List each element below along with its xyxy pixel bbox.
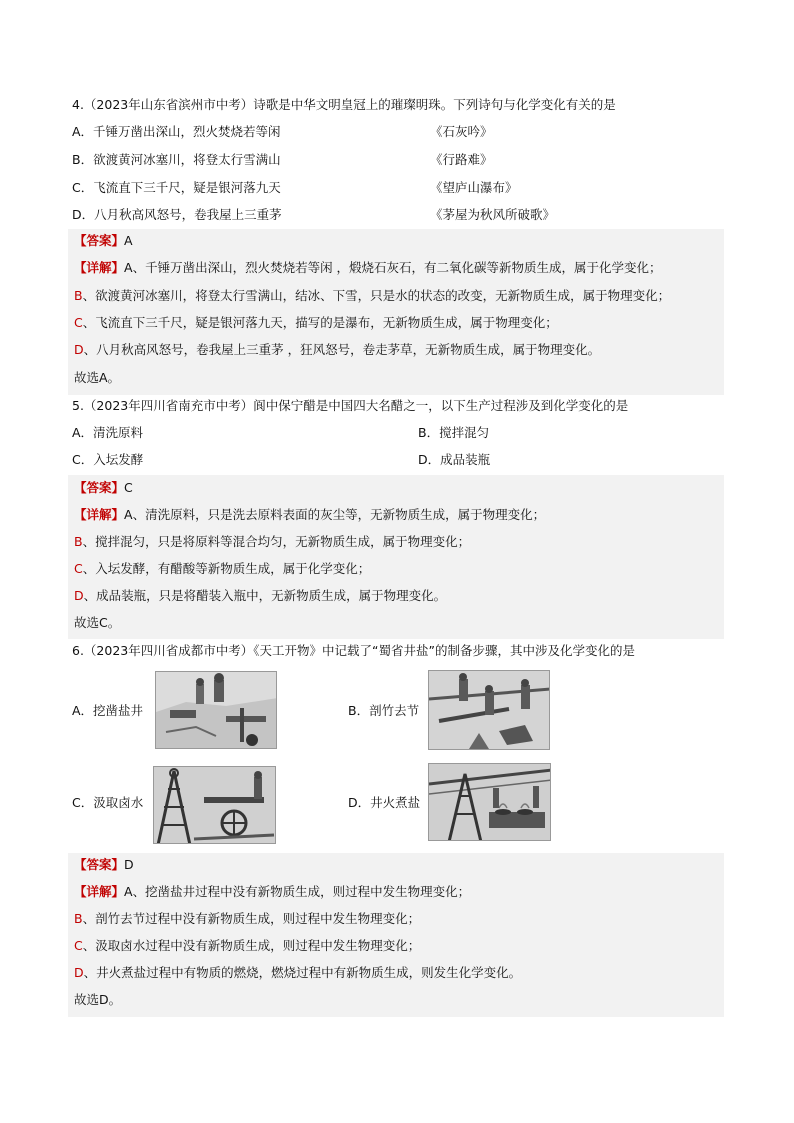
q4-option-c (72, 179, 518, 199)
q5-option-d: D．成品装瓶 (418, 452, 491, 467)
detail-tag: 【详解】 (74, 507, 125, 522)
detail-letter: A (124, 884, 133, 899)
q6-answer-block (68, 853, 724, 1017)
q4-option-d-text: D．八月秋高风怒号，卷我屋上三重茅 (72, 207, 282, 222)
q6-stem: 6.（2023年四川省成都市中考）《天工开物》中记载了“蜀省井盐”的制备步骤，其中涉及化学变化的是 (72, 643, 635, 658)
q4-option-b-poem: 《行路难》 (430, 152, 493, 167)
q5-options-row2 (72, 451, 491, 471)
detail-letter: A (124, 260, 133, 275)
q5-option-b: B．搅拌混匀 (418, 425, 490, 440)
detail-text: 、剖竹去节过程中没有新物质生成，则过程中发生物理变化； (82, 911, 421, 926)
q4-detail-d (74, 341, 600, 359)
q4-detail-a (74, 259, 662, 277)
q6-answer (74, 856, 134, 874)
q4-detail-b (74, 287, 670, 305)
q6-detail-a (74, 883, 470, 901)
q6-conclusion: 故选D。 (74, 992, 122, 1007)
answer-value: C (124, 480, 133, 495)
answer-tag: 【答案】 (74, 233, 125, 248)
q6-option-c: C．汲取卤水 (72, 795, 144, 810)
q5-answer (74, 479, 133, 497)
detail-letter: D (74, 965, 84, 980)
q4-option-d (72, 206, 556, 226)
detail-letter: B (74, 288, 83, 303)
q4-option-b (72, 151, 493, 171)
detail-letter: C (74, 315, 83, 330)
q6-detail-d (74, 964, 521, 982)
detail-text: 、井火煮盐过程中有物质的燃烧，燃烧过程中有新物质生成，则发生化学变化。 (83, 965, 522, 980)
q4-option-b-text: B．欲渡黄河冰塞川，将登太行雪满山 (72, 152, 281, 167)
detail-text: 、清洗原料，只是洗去原料表面的灰尘等，无新物质生成，属于物理变化； (132, 507, 546, 522)
q5-detail-a (74, 506, 545, 524)
detail-text: 、飞流直下三千尺，疑是银河落九天，描写的是瀑布，无新物质生成，属于物理变化； (82, 315, 558, 330)
q4-conclusion: 故选A。 (74, 370, 121, 385)
detail-letter: D (74, 342, 84, 357)
q5-stem: 5.（2023年四川省南充市中考）阆中保宁醋是中国四大名醋之一，以下生产过程涉及到化学变化的是 (72, 398, 629, 413)
q4-stem: 4.（2023年山东省滨州市中考）诗歌是中华文明皇冠上的璀璨明珠。下列诗句与化学变化有关的是 (72, 97, 616, 112)
q5-conclusion: 故选C。 (74, 615, 121, 630)
detail-text: 、汲取卤水过程中没有新物质生成，则过程中发生物理变化； (82, 938, 421, 953)
q5-options-row1 (72, 424, 490, 444)
q5-detail-b (74, 533, 470, 551)
detail-tag: 【详解】 (74, 884, 125, 899)
q6-option-a-illustration (155, 671, 277, 749)
q5-detail-d (74, 587, 446, 605)
q4-option-a-poem: 《石灰吟》 (430, 124, 493, 139)
detail-text: 、欲渡黄河冰塞川，将登太行雪满山，结冰、下雪，只是水的状态的改变，无新物质生成，属于物理变化； (82, 288, 671, 303)
q6-option-c-illustration (153, 766, 276, 844)
q4-answer-block (68, 229, 724, 395)
q6-detail-b (74, 910, 420, 928)
detail-text: 、入坛发酵，有醋酸等新物质生成，属于化学变化； (82, 561, 371, 576)
q4-detail-c (74, 314, 558, 332)
detail-letter: D (74, 588, 84, 603)
answer-tag: 【答案】 (74, 857, 125, 872)
answer-tag: 【答案】 (74, 480, 125, 495)
q5-answer-block (68, 475, 724, 639)
q5-option-a: A．清洗原料 (72, 425, 144, 440)
q4-answer (74, 232, 133, 250)
detail-text: 、成品装瓶，只是将醋装入瓶中，无新物质生成，属于物理变化。 (83, 588, 447, 603)
detail-letter: B (74, 534, 83, 549)
q6-option-b: B．剖竹去节 (348, 703, 420, 718)
q4-option-d-poem: 《茅屋为秋风所破歌》 (430, 207, 556, 222)
detail-text: 、挖凿盐井过程中没有新物质生成，则过程中发生物理变化； (132, 884, 471, 899)
detail-tag: 【详解】 (74, 260, 125, 275)
detail-letter: C (74, 938, 83, 953)
answer-value: D (124, 857, 134, 872)
q6-option-b-illustration (428, 670, 550, 750)
q6-option-d: D．井火煮盐 (348, 795, 421, 810)
q6-option-a: A．挖凿盐井 (72, 703, 144, 718)
detail-text: 、搅拌混匀，只是将原料等混合均匀，无新物质生成，属于物理变化； (82, 534, 471, 549)
answer-value: A (124, 233, 133, 248)
q6-option-d-illustration (428, 763, 551, 841)
detail-text: 、千锤万凿出深山，烈火焚烧若等闲 ，煅烧石灰石，有二氧化碳等新物质生成，属于化学变化； (132, 260, 662, 275)
q4-option-a-text: A．千锤万凿出深山，烈火焚烧若等闲 (72, 124, 281, 139)
detail-letter: C (74, 561, 83, 576)
q4-option-c-text: C．飞流直下三千尺，疑是银河落九天 (72, 180, 281, 195)
q4-option-a (72, 123, 493, 143)
detail-text: 、八月秋高风怒号，卷我屋上三重茅 ，狂风怒号，卷走茅草，无新物质生成，属于物理变化。 (83, 342, 601, 357)
detail-letter: A (124, 507, 133, 522)
q4-option-c-poem: 《望庐山瀑布》 (430, 180, 518, 195)
detail-letter: B (74, 911, 83, 926)
q5-detail-c (74, 560, 370, 578)
q5-option-c: C．入坛发酵 (72, 452, 144, 467)
q6-detail-c (74, 937, 420, 955)
